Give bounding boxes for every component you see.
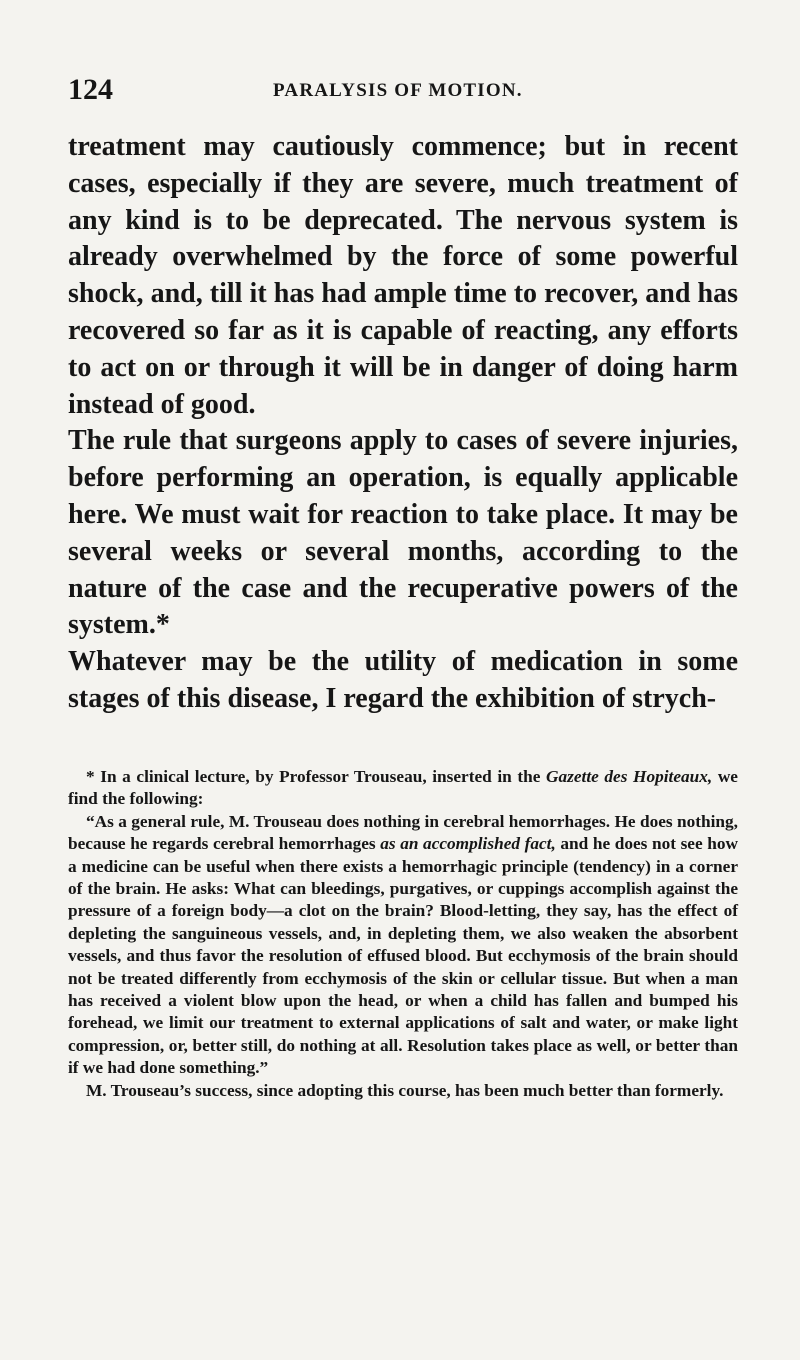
footnote-quote-text-2: and he does not see how a medicine can be useful when there exists a hemorrhagic principle (tendency) in a corner of the brain. He asks: What can bleedings, purgatives, or cuppings accomplish against the pressure of a foreign body—a clot on the brain? Blood-letting, they say, has the effect of depleting the sanguineous vessels, and, in depleting them, we also weaken the absorbent vessels, and thus favor the resolution of effused blood. But ecchymosis of the brain should not be treated differently from ecchymosis of the skin or cellular tissue. But when a man has received a violent blow upon the head, or when a child has fallen and bumped his forehead, we limit our treatment to external applications of salt and water, or make light compression, or, better still, do nothing at all. Resolution takes place as well, or better than if we had done something.” [68, 834, 738, 1078]
running-title: PARALYSIS OF MOTION. [273, 80, 523, 101]
footnote-intro [68, 766, 738, 811]
body-paragraph-2: The rule that surgeons apply to cases of severe injuries, before performing an operation, is equally applicable here. We must wait for reaction to take place. It may be several weeks or several months, according to the nature of the case and the recuperative powers of the system.* [68, 425, 738, 641]
page-header [68, 70, 748, 110]
body-paragraph-3: Whatever may be the utility of medication in some stages of this disease, I regard the exhibition of strych- [68, 646, 738, 714]
footnote [68, 766, 738, 1102]
footnote-intro-tail: we find the following: [68, 767, 738, 809]
main-text [68, 129, 738, 718]
page-number: 124 [68, 73, 113, 106]
journal-title: Gazette des Hopiteaux, [546, 767, 713, 786]
footnote-quote-italic: as an accomplished fact, [380, 834, 556, 854]
body-paragraph-1: treatment may cautiously commence; but in recent cases, especially if they are severe, much treatment of any kind is to be deprecated. The nervous system is already overwhelmed by the force of some powerful shock, and, till it has had ample time to recover, and has recovered so far as it is capable of reacting, any efforts to act on or through it will be in danger of doing harm instead of good. [68, 131, 738, 420]
footnote-closing: M. Trouseau’s success, since adopting this course, has been much better than formerly. [86, 1080, 724, 1100]
footnote-quote [68, 811, 738, 1080]
footnote-intro-text: * In a clinical lecture, by Professor Trouseau, inserted in the [86, 767, 546, 786]
footnote-quote-text-1: “As a general rule, M. Trouseau does nothing in cerebral hemorrhages. He does nothing, because he regards cerebral hemorrhages [68, 811, 738, 854]
